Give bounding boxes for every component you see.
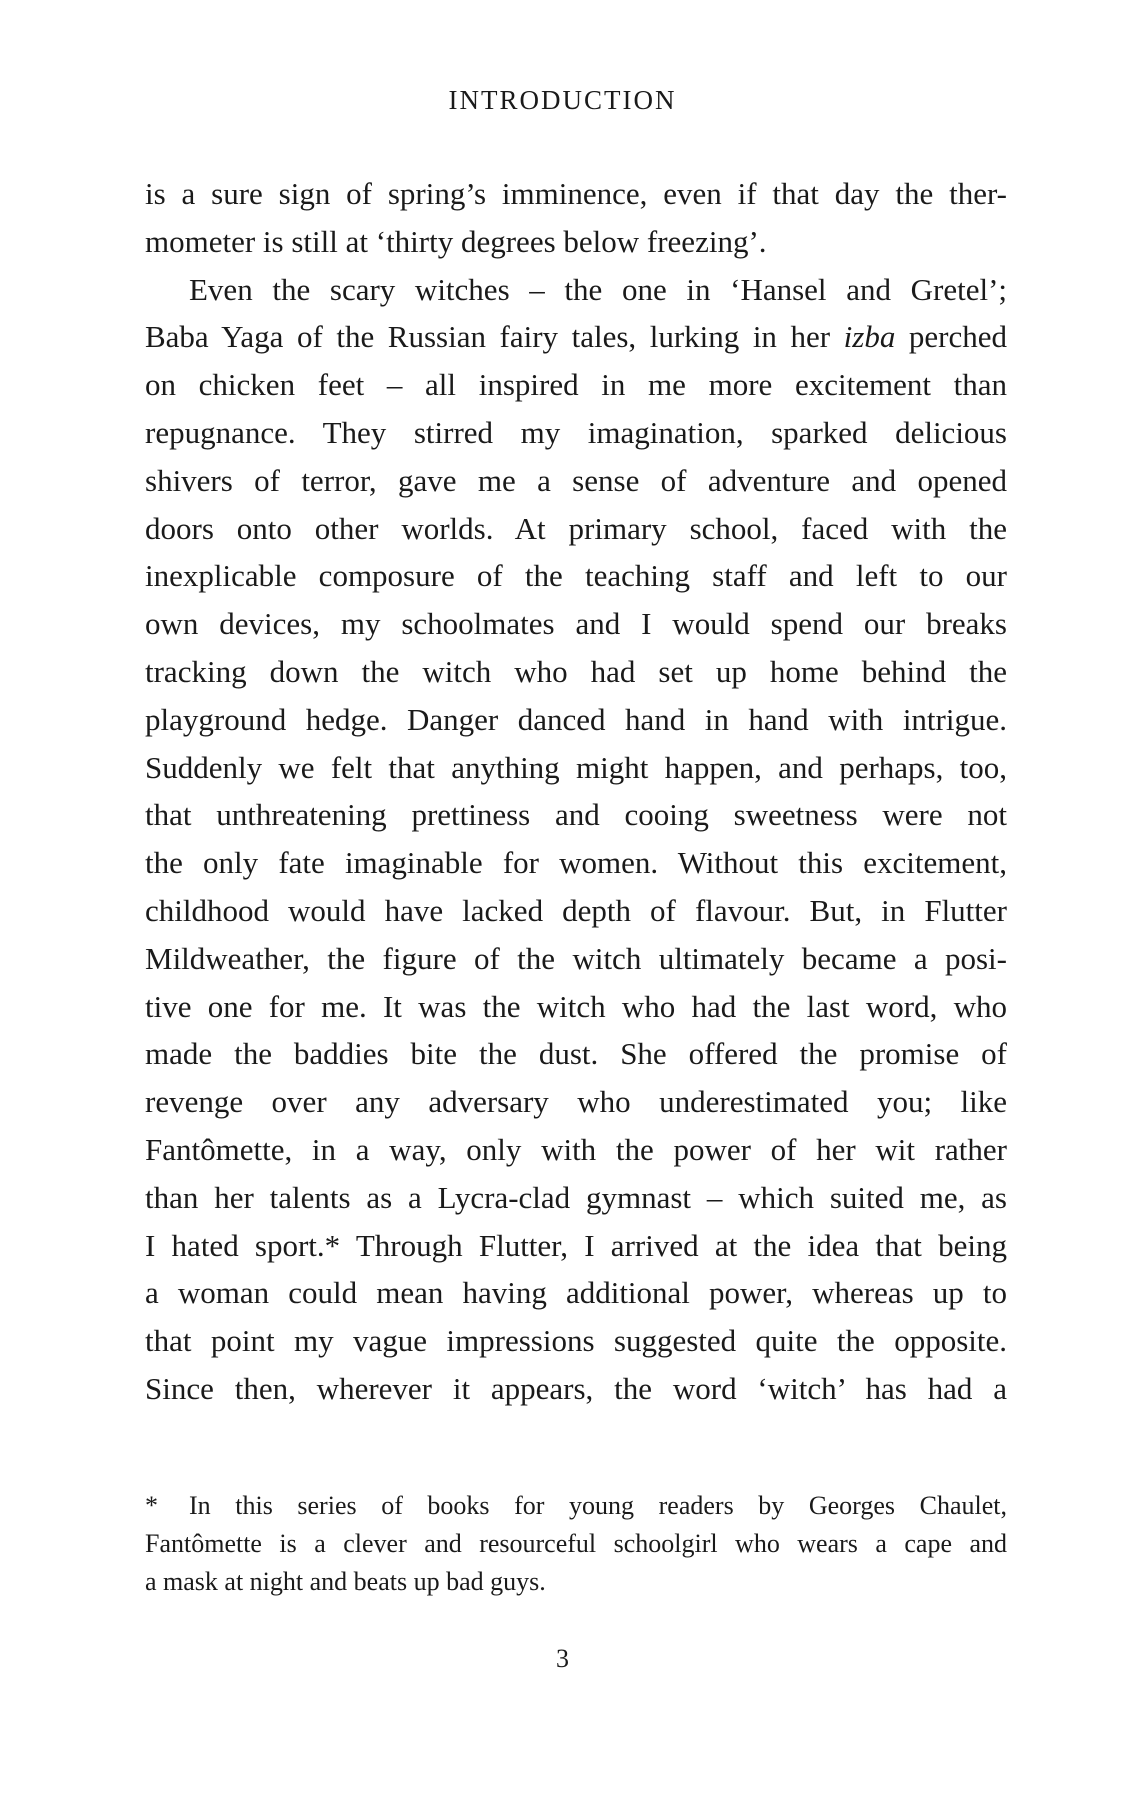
body-line: that point my vague impressions suggested quite the opposite. bbox=[145, 1323, 1007, 1359]
italic-word: izba bbox=[843, 319, 896, 355]
izba-line-text: Baba Yaga of the Russian fairy tales, lurking in her izba perched bbox=[145, 319, 1007, 355]
body-line: revenge over any adversary who underestimated you; like bbox=[145, 1084, 1007, 1120]
footnote-line: a mask at night and beats up bad guys. bbox=[145, 1567, 546, 1596]
body-line: made the baddies bite the dust. She offered the promise of bbox=[145, 1036, 1007, 1072]
body-line: I hated sport.* Through Flutter, I arrived at the idea that being bbox=[145, 1227, 1007, 1263]
body-line: the only fate imaginable for women. Without this excitement, bbox=[145, 845, 1007, 881]
body-line: Since then, wherever it appears, the word ‘witch’ has had a bbox=[145, 1370, 1007, 1406]
body-line: that unthreatening prettiness and cooing sweetness were not bbox=[145, 797, 1007, 833]
body-line: Suddenly we felt that anything might happen, and perhaps, too, bbox=[145, 749, 1007, 785]
body-line: a woman could mean having additional power, whereas up to bbox=[145, 1275, 1007, 1311]
footnote-line-first bbox=[145, 1487, 1007, 1525]
body-line: is a sure sign of spring’s imminence, even if that day the ther- bbox=[145, 176, 1007, 211]
body-line: on chicken feet – all inspired in me more excitement than bbox=[145, 367, 1007, 403]
body-line: than her talents as a Lycra-clad gymnast – which suited me, as bbox=[145, 1179, 1007, 1215]
footnote-marker: * bbox=[145, 1491, 158, 1520]
body-line: playground hedge. Danger danced hand in hand with intrigue. bbox=[145, 701, 1007, 737]
body-line: childhood would have lacked depth of flavour. But, in Flutter bbox=[145, 892, 1007, 928]
footnote bbox=[145, 1487, 1007, 1601]
body-line: tracking down the witch who had set up home behind the bbox=[145, 653, 1007, 689]
body-line: doors onto other worlds. At primary school, faced with the bbox=[145, 510, 1007, 546]
body-line: mometer is still at ‘thirty degrees below freezing’. bbox=[145, 223, 767, 259]
body-line: shivers of terror, gave me a sense of adventure and opened bbox=[145, 462, 1007, 498]
body-line: Fantômette, in a way, only with the power of her wit rather bbox=[145, 1131, 1007, 1167]
body-line: repugnance. They stirred my imagination, sparked delicious bbox=[145, 414, 1007, 450]
body-line-paragraph-start: Even the scary witches – the one in ‘Hansel and Gretel’; bbox=[189, 271, 1007, 307]
body-line: tive one for me. It was the witch who had the last word, who bbox=[145, 988, 1007, 1024]
footnote-line: Fantômette is a clever and resourceful schoolgirl who wears a cape and bbox=[145, 1529, 1007, 1558]
page-number: 3 bbox=[556, 1644, 569, 1673]
body-line: own devices, my schoolmates and I would spend our breaks bbox=[145, 606, 1007, 642]
body-line: inexplicable composure of the teaching staff and left to our bbox=[145, 558, 1007, 594]
running-head: INTRODUCTION bbox=[448, 85, 677, 115]
footnote-text: In this series of books for young readers by Georges Chaulet, bbox=[189, 1491, 1007, 1520]
body-text bbox=[145, 170, 1007, 1413]
body-line-izba bbox=[145, 313, 1007, 361]
body-line: Mildweather, the figure of the witch ultimately became a posi- bbox=[145, 940, 1007, 976]
